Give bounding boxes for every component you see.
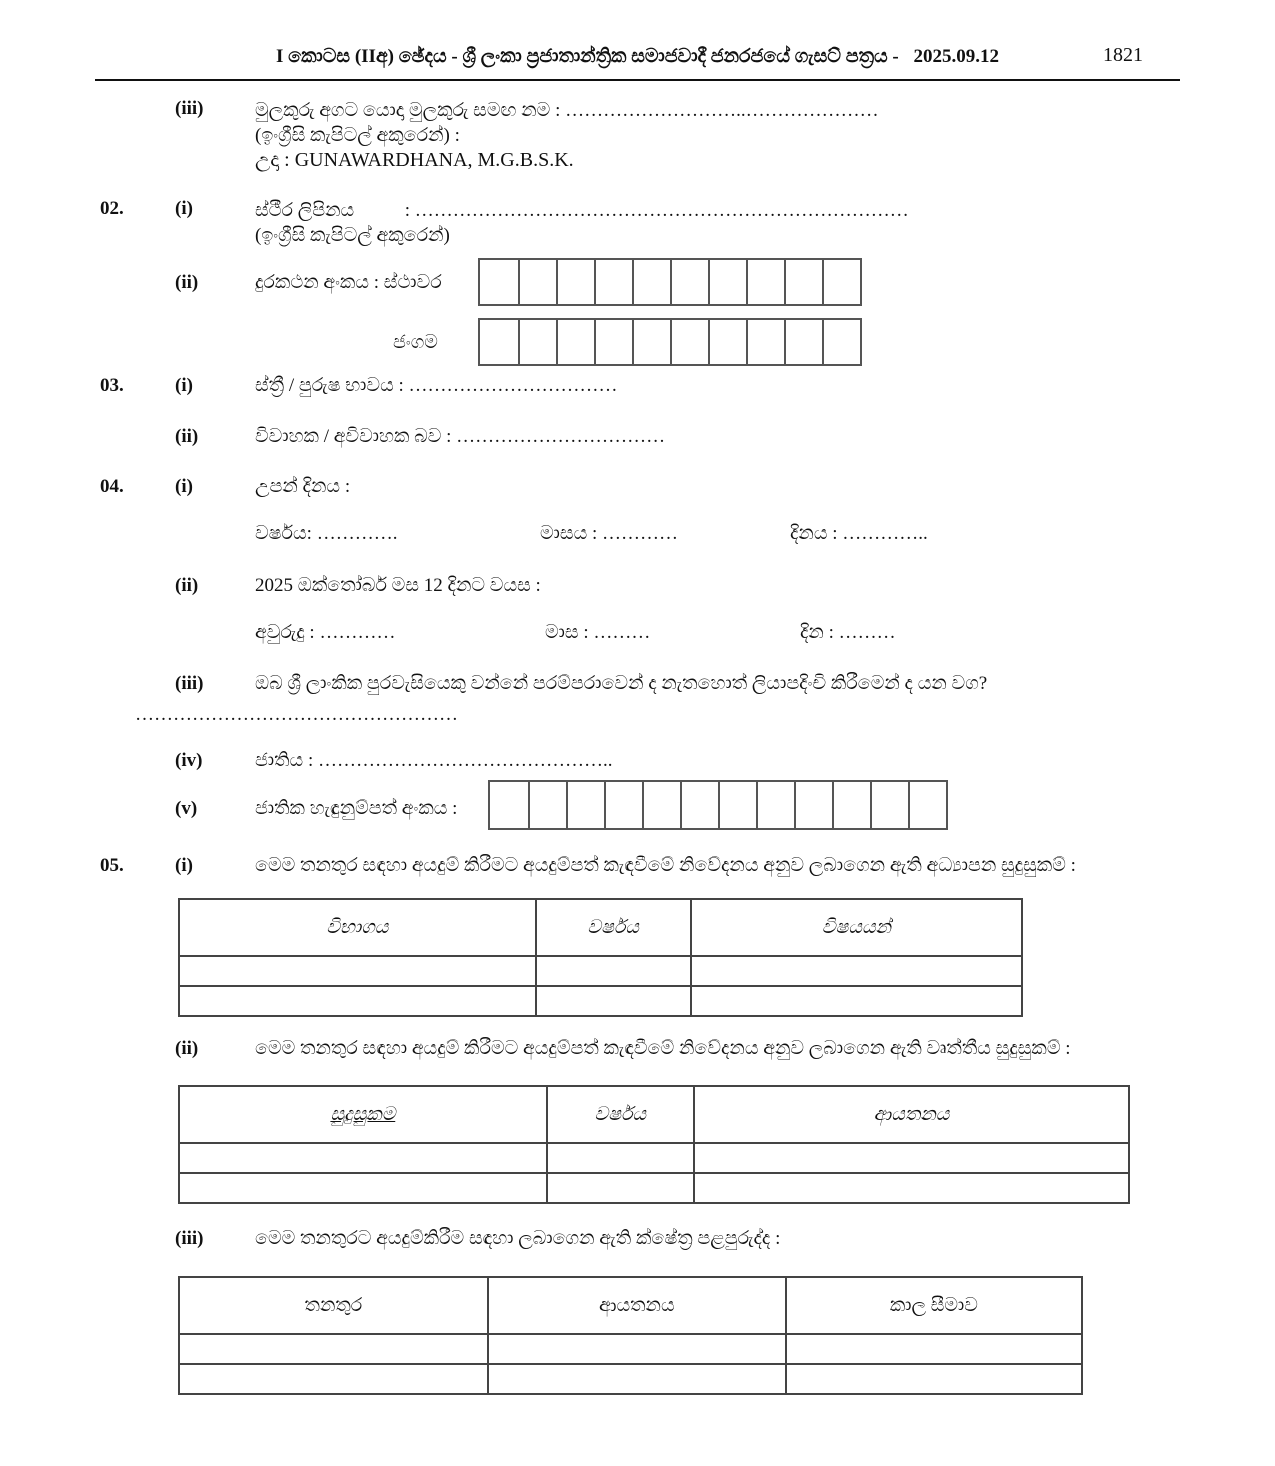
- digit-box[interactable]: [746, 320, 784, 364]
- digit-box[interactable]: [670, 320, 708, 364]
- education-cell[interactable]: [179, 956, 536, 986]
- digit-box[interactable]: [908, 782, 946, 828]
- marital-status-field[interactable]: විවාහක / අවිවාහක බව : ……………………………: [255, 426, 666, 447]
- item-03-ii-marker: (ii): [175, 426, 199, 447]
- digit-box[interactable]: [784, 260, 822, 304]
- digit-box[interactable]: [822, 320, 860, 364]
- initials-example: උදා : GUNAWARDHANA, M.G.B.S.K.: [255, 149, 574, 171]
- citizenship-question: ඔබ ශ්‍රී ලාංකික පුරවැසියෙකු වන්නේ පරම්පරාවෙන් ද නැතහොත් ලියාපදිංචි කිරීමෙන් ද යන වග?: [255, 673, 988, 694]
- digit-box[interactable]: [746, 260, 784, 304]
- section-02-number: 02.: [100, 198, 124, 219]
- page-number: 1821: [1103, 44, 1143, 66]
- digit-box[interactable]: [870, 782, 908, 828]
- experience-cell[interactable]: [179, 1334, 488, 1364]
- digit-box[interactable]: [642, 782, 680, 828]
- experience-table-row: [179, 1334, 1082, 1364]
- digit-box[interactable]: [556, 320, 594, 364]
- header-rule: [95, 79, 1180, 81]
- education-col-exam: විභාගය: [179, 899, 536, 956]
- experience-table-row: [179, 1364, 1082, 1394]
- digit-box[interactable]: [680, 782, 718, 828]
- experience-cell[interactable]: [786, 1364, 1082, 1394]
- digit-box[interactable]: [718, 782, 756, 828]
- professional-cell[interactable]: [547, 1143, 694, 1173]
- field-experience-label: මෙම තනතුරට අයදුම්කිරීම සඳහා ලබාගෙන ඇති ක්ෂේත්‍ර පළපුරුද්ද :: [255, 1228, 781, 1249]
- age-months-field[interactable]: මාස : ………: [545, 622, 651, 643]
- birth-day-field[interactable]: දිනය : …………..: [790, 523, 928, 544]
- section-04-number: 04.: [100, 476, 124, 497]
- digit-box[interactable]: [632, 320, 670, 364]
- education-table-row: [179, 956, 1022, 986]
- digit-box[interactable]: [480, 260, 518, 304]
- experience-col-period: කාල සීමාව: [786, 1277, 1082, 1334]
- digit-box[interactable]: [594, 260, 632, 304]
- item-02-ii-marker: (ii): [175, 272, 199, 293]
- education-table: [178, 898, 1023, 1017]
- professional-cell[interactable]: [694, 1173, 1129, 1203]
- professional-col-year: වර්ෂය: [547, 1086, 694, 1143]
- item-03-i-marker: (i): [175, 375, 193, 396]
- digit-box[interactable]: [784, 320, 822, 364]
- experience-cell[interactable]: [488, 1334, 786, 1364]
- professional-table: [178, 1085, 1130, 1204]
- professional-col-qualification: සුදුසුකම: [179, 1086, 547, 1143]
- digit-box[interactable]: [708, 320, 746, 364]
- telephone-mobile-boxes[interactable]: [478, 318, 862, 366]
- initials-capitals-note: (ඉංග්‍රීසි කැපිටල් අකුරෙන්) :: [255, 125, 460, 146]
- education-cell[interactable]: [691, 956, 1022, 986]
- nic-number-boxes[interactable]: [488, 780, 948, 830]
- digit-box[interactable]: [518, 320, 556, 364]
- education-cell[interactable]: [536, 956, 691, 986]
- professional-cell[interactable]: [179, 1143, 547, 1173]
- digit-box[interactable]: [594, 320, 632, 364]
- section-03-number: 03.: [100, 375, 124, 396]
- education-col-subjects: විෂයයන්: [691, 899, 1022, 956]
- digit-box[interactable]: [490, 782, 528, 828]
- item-04-ii-marker: (ii): [175, 575, 199, 596]
- birth-date-label: උපන් දිනය :: [255, 476, 351, 497]
- professional-table-header-row: [179, 1086, 1129, 1143]
- professional-cell[interactable]: [179, 1173, 547, 1203]
- professional-table-row: [179, 1143, 1129, 1173]
- education-table-row: [179, 986, 1022, 1016]
- item-04-iii-marker: (iii): [175, 673, 204, 694]
- nic-number-label: ජාතික හැඳුනුම්පත් අංකය :: [255, 798, 458, 819]
- age-as-at-label: 2025 ඔක්තෝබර් මස 12 දිනට වයස :: [255, 575, 541, 596]
- education-table-header-row: [179, 899, 1022, 956]
- item-1-iii-marker: (iii): [175, 98, 204, 119]
- digit-box[interactable]: [832, 782, 870, 828]
- experience-cell[interactable]: [179, 1364, 488, 1394]
- professional-qualifications-label: මෙම තනතුර සඳහා අයදුම් කිරීමට අයදුම්පත් කැඳවීමේ නිවේදනය අනුව ලබාගෙන ඇති වෘත්තීය සුදුසුකම් :: [255, 1038, 1071, 1059]
- education-col-year: වර්ෂය: [536, 899, 691, 956]
- permanent-address-block: [255, 198, 975, 248]
- professional-col-institute: ආයතනය: [694, 1086, 1129, 1143]
- education-cell[interactable]: [179, 986, 536, 1016]
- digit-box[interactable]: [822, 260, 860, 304]
- experience-cell[interactable]: [786, 1334, 1082, 1364]
- item-05-iii-marker: (iii): [175, 1228, 204, 1249]
- citizenship-answer-line[interactable]: ……………………………………………: [135, 704, 458, 725]
- digit-box[interactable]: [670, 260, 708, 304]
- page-header: [95, 46, 1180, 68]
- initials-block: [255, 98, 1035, 173]
- age-years-field[interactable]: අවුරුදු : …………: [255, 622, 396, 643]
- gazette-date: 2025.09.12: [913, 46, 999, 67]
- birth-month-field[interactable]: මාසය : …………: [540, 523, 679, 544]
- section-05-number: 05.: [100, 855, 124, 876]
- digit-box[interactable]: [528, 782, 566, 828]
- telephone-mobile-label: ජංගම: [393, 332, 438, 353]
- gazette-title: I කොටස (IIඅ) ඡේදය - ශ්‍රී ලංකා ප්‍රජාතාන්ත්‍රික සමාජවාදී ජනරජයේ ගැසට් පත්‍රය -: [276, 46, 899, 67]
- age-days-field[interactable]: දින : ………: [800, 622, 896, 643]
- telephone-fixed-label: දුරකථන අංකය : ස්ථාවර: [255, 272, 442, 293]
- digit-box[interactable]: [556, 260, 594, 304]
- item-05-i-marker: (i): [175, 855, 193, 876]
- permanent-address-label: ස්ථීර ලිපිනය: [255, 200, 355, 221]
- item-02-i-marker: (i): [175, 198, 193, 219]
- item-04-v-marker: (v): [175, 798, 198, 819]
- professional-cell[interactable]: [694, 1143, 1129, 1173]
- item-05-ii-marker: (ii): [175, 1038, 199, 1059]
- birth-year-field[interactable]: වර්ෂය: ………….: [255, 523, 398, 544]
- digit-box[interactable]: [566, 782, 604, 828]
- digit-box[interactable]: [604, 782, 642, 828]
- experience-col-institute: ආයතනය: [488, 1277, 786, 1334]
- initials-label: මුලකුරු අගට යොදා මුලකුරු සමඟ නම : ………………………..…………………: [255, 100, 879, 121]
- education-qualifications-label: මෙම තනතුර සඳහා අයදුම් කිරීමට අයදුම්පත් කැඳවීමේ නිවේදනය අනුව ලබාගෙන ඇති අධ්‍යාපන සුදුසුකම් :: [255, 855, 1076, 876]
- digit-box[interactable]: [756, 782, 794, 828]
- digit-box[interactable]: [480, 320, 518, 364]
- experience-table-header-row: [179, 1277, 1082, 1334]
- gender-field[interactable]: ස්ත්‍රී / පුරුෂ භාවය : ……………………………: [255, 375, 618, 396]
- nationality-field[interactable]: ජාතිය : ………………………………………..: [255, 750, 613, 771]
- digit-box[interactable]: [518, 260, 556, 304]
- digit-box[interactable]: [632, 260, 670, 304]
- address-capitals-note: (ඉංග්‍රීසි කැපිටල් අකුරෙන්): [255, 225, 450, 246]
- item-04-iv-marker: (iv): [175, 750, 203, 771]
- digit-box[interactable]: [794, 782, 832, 828]
- education-cell[interactable]: [536, 986, 691, 1016]
- telephone-fixed-boxes[interactable]: [478, 258, 862, 306]
- professional-cell[interactable]: [547, 1173, 694, 1203]
- digit-box[interactable]: [708, 260, 746, 304]
- experience-cell[interactable]: [488, 1364, 786, 1394]
- experience-table: [178, 1276, 1083, 1395]
- permanent-address-dotted-line[interactable]: : ……………………………………………………………………: [404, 200, 909, 221]
- professional-table-row: [179, 1173, 1129, 1203]
- item-04-i-marker: (i): [175, 476, 193, 497]
- education-cell[interactable]: [691, 986, 1022, 1016]
- experience-col-post: තනතුර: [179, 1277, 488, 1334]
